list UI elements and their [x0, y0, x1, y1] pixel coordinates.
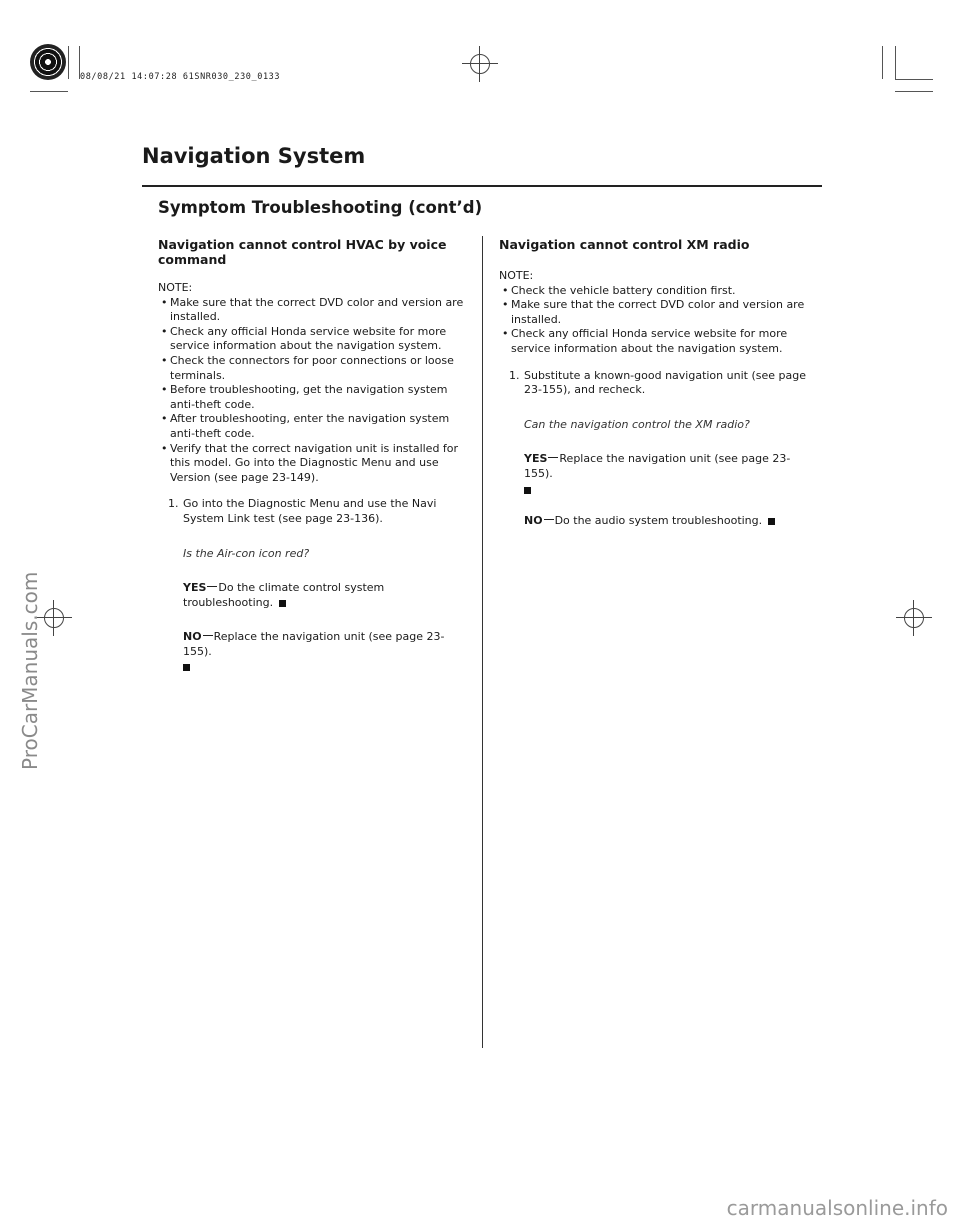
- no-text: Do the audio system troubleshooting.: [554, 513, 763, 527]
- side-watermark-text: ProCarManuals.com: [18, 571, 42, 770]
- left-question: Is the Air-con icon red?: [183, 546, 310, 560]
- step-text: Go into the Diagnostic Menu and use the Navi System Link test (see page 23-136).: [183, 497, 437, 525]
- bottom-watermark: carmanualsonline.info: [726, 1196, 948, 1220]
- crop-mark: [882, 46, 883, 79]
- yes-label: YES: [524, 452, 548, 466]
- right-note-label: NOTE:: [499, 269, 534, 282]
- yes-label: YES: [183, 581, 207, 595]
- section-title: Navigation System: [142, 144, 366, 168]
- crop-mark: [68, 46, 69, 79]
- crop-mark: [895, 91, 933, 92]
- list-item: • Check any official Honda service website for more service information about the navigation system.: [158, 325, 468, 354]
- right-no-answer: [499, 514, 819, 529]
- right-yes-answer: [499, 452, 819, 493]
- left-step: [158, 497, 468, 526]
- dash-icon: [207, 586, 217, 587]
- crop-mark: [895, 46, 896, 79]
- subsection-title: Symptom Troubleshooting (cont’d): [158, 198, 483, 217]
- step-text: Substitute a known-good navigation unit (see page 23-155), and recheck.: [524, 368, 806, 397]
- no-text: Replace the navigation unit (see page 23-155).: [183, 630, 445, 658]
- right-question: Can the navigation control the XM radio?: [524, 417, 750, 431]
- left-notes-list: [158, 296, 468, 486]
- dash-icon: [548, 457, 558, 458]
- registration-crosshair-icon: [462, 46, 498, 82]
- end-square-icon: [524, 487, 531, 494]
- registration-target-icon: [30, 44, 66, 80]
- title-rule: [142, 185, 822, 187]
- step-number: 1.: [509, 368, 520, 382]
- no-label: NO: [183, 630, 202, 644]
- dash-icon: [544, 519, 554, 520]
- yes-text: Replace the navigation unit (see page 23-155).: [524, 452, 791, 480]
- list-item: • Make sure that the correct DVD color and version are installed.: [499, 298, 819, 327]
- list-item: • After troubleshooting, enter the navigation system anti-theft code.: [158, 412, 468, 441]
- list-item: • Verify that the correct navigation unit is installed for this model. Go into the Diagnostic Menu and use Version (see page 23-149).: [158, 442, 468, 486]
- end-square-icon: [279, 600, 286, 607]
- left-yes-answer: [158, 581, 468, 610]
- list-item: • Check any official Honda service website for more service information about the navigation system.: [499, 327, 819, 356]
- left-column: [158, 237, 468, 671]
- side-watermark: [10, 470, 40, 770]
- list-item: • Make sure that the correct DVD color and version are installed.: [158, 296, 468, 325]
- list-item: • Before troubleshooting, get the navigation system anti-theft code.: [158, 383, 468, 412]
- left-no-answer: [158, 630, 468, 671]
- right-heading: Navigation cannot control XM radio: [499, 237, 750, 252]
- end-square-icon: [183, 664, 190, 671]
- right-notes-list: [499, 284, 819, 357]
- left-note-label: NOTE:: [158, 281, 193, 294]
- right-step: [499, 369, 819, 398]
- yes-text: Do the climate control system troubleshooting.: [183, 581, 385, 609]
- list-item: • Check the connectors for poor connections or loose terminals.: [158, 354, 468, 383]
- crop-mark: [895, 79, 933, 80]
- registration-crosshair-icon: [896, 600, 932, 636]
- end-square-icon: [768, 518, 775, 525]
- right-column: [499, 237, 819, 528]
- print-timestamp: 08/08/21 14:07:28 61SNR030_230_0133: [80, 72, 281, 82]
- dash-icon: [203, 635, 213, 636]
- crop-mark: [30, 91, 68, 92]
- step-number: 1.: [168, 497, 179, 511]
- list-item: • Check the vehicle battery condition first.: [499, 284, 819, 299]
- column-divider: [482, 236, 483, 1048]
- left-heading: Navigation cannot control HVAC by voice command: [158, 237, 447, 267]
- no-label: NO: [524, 513, 543, 527]
